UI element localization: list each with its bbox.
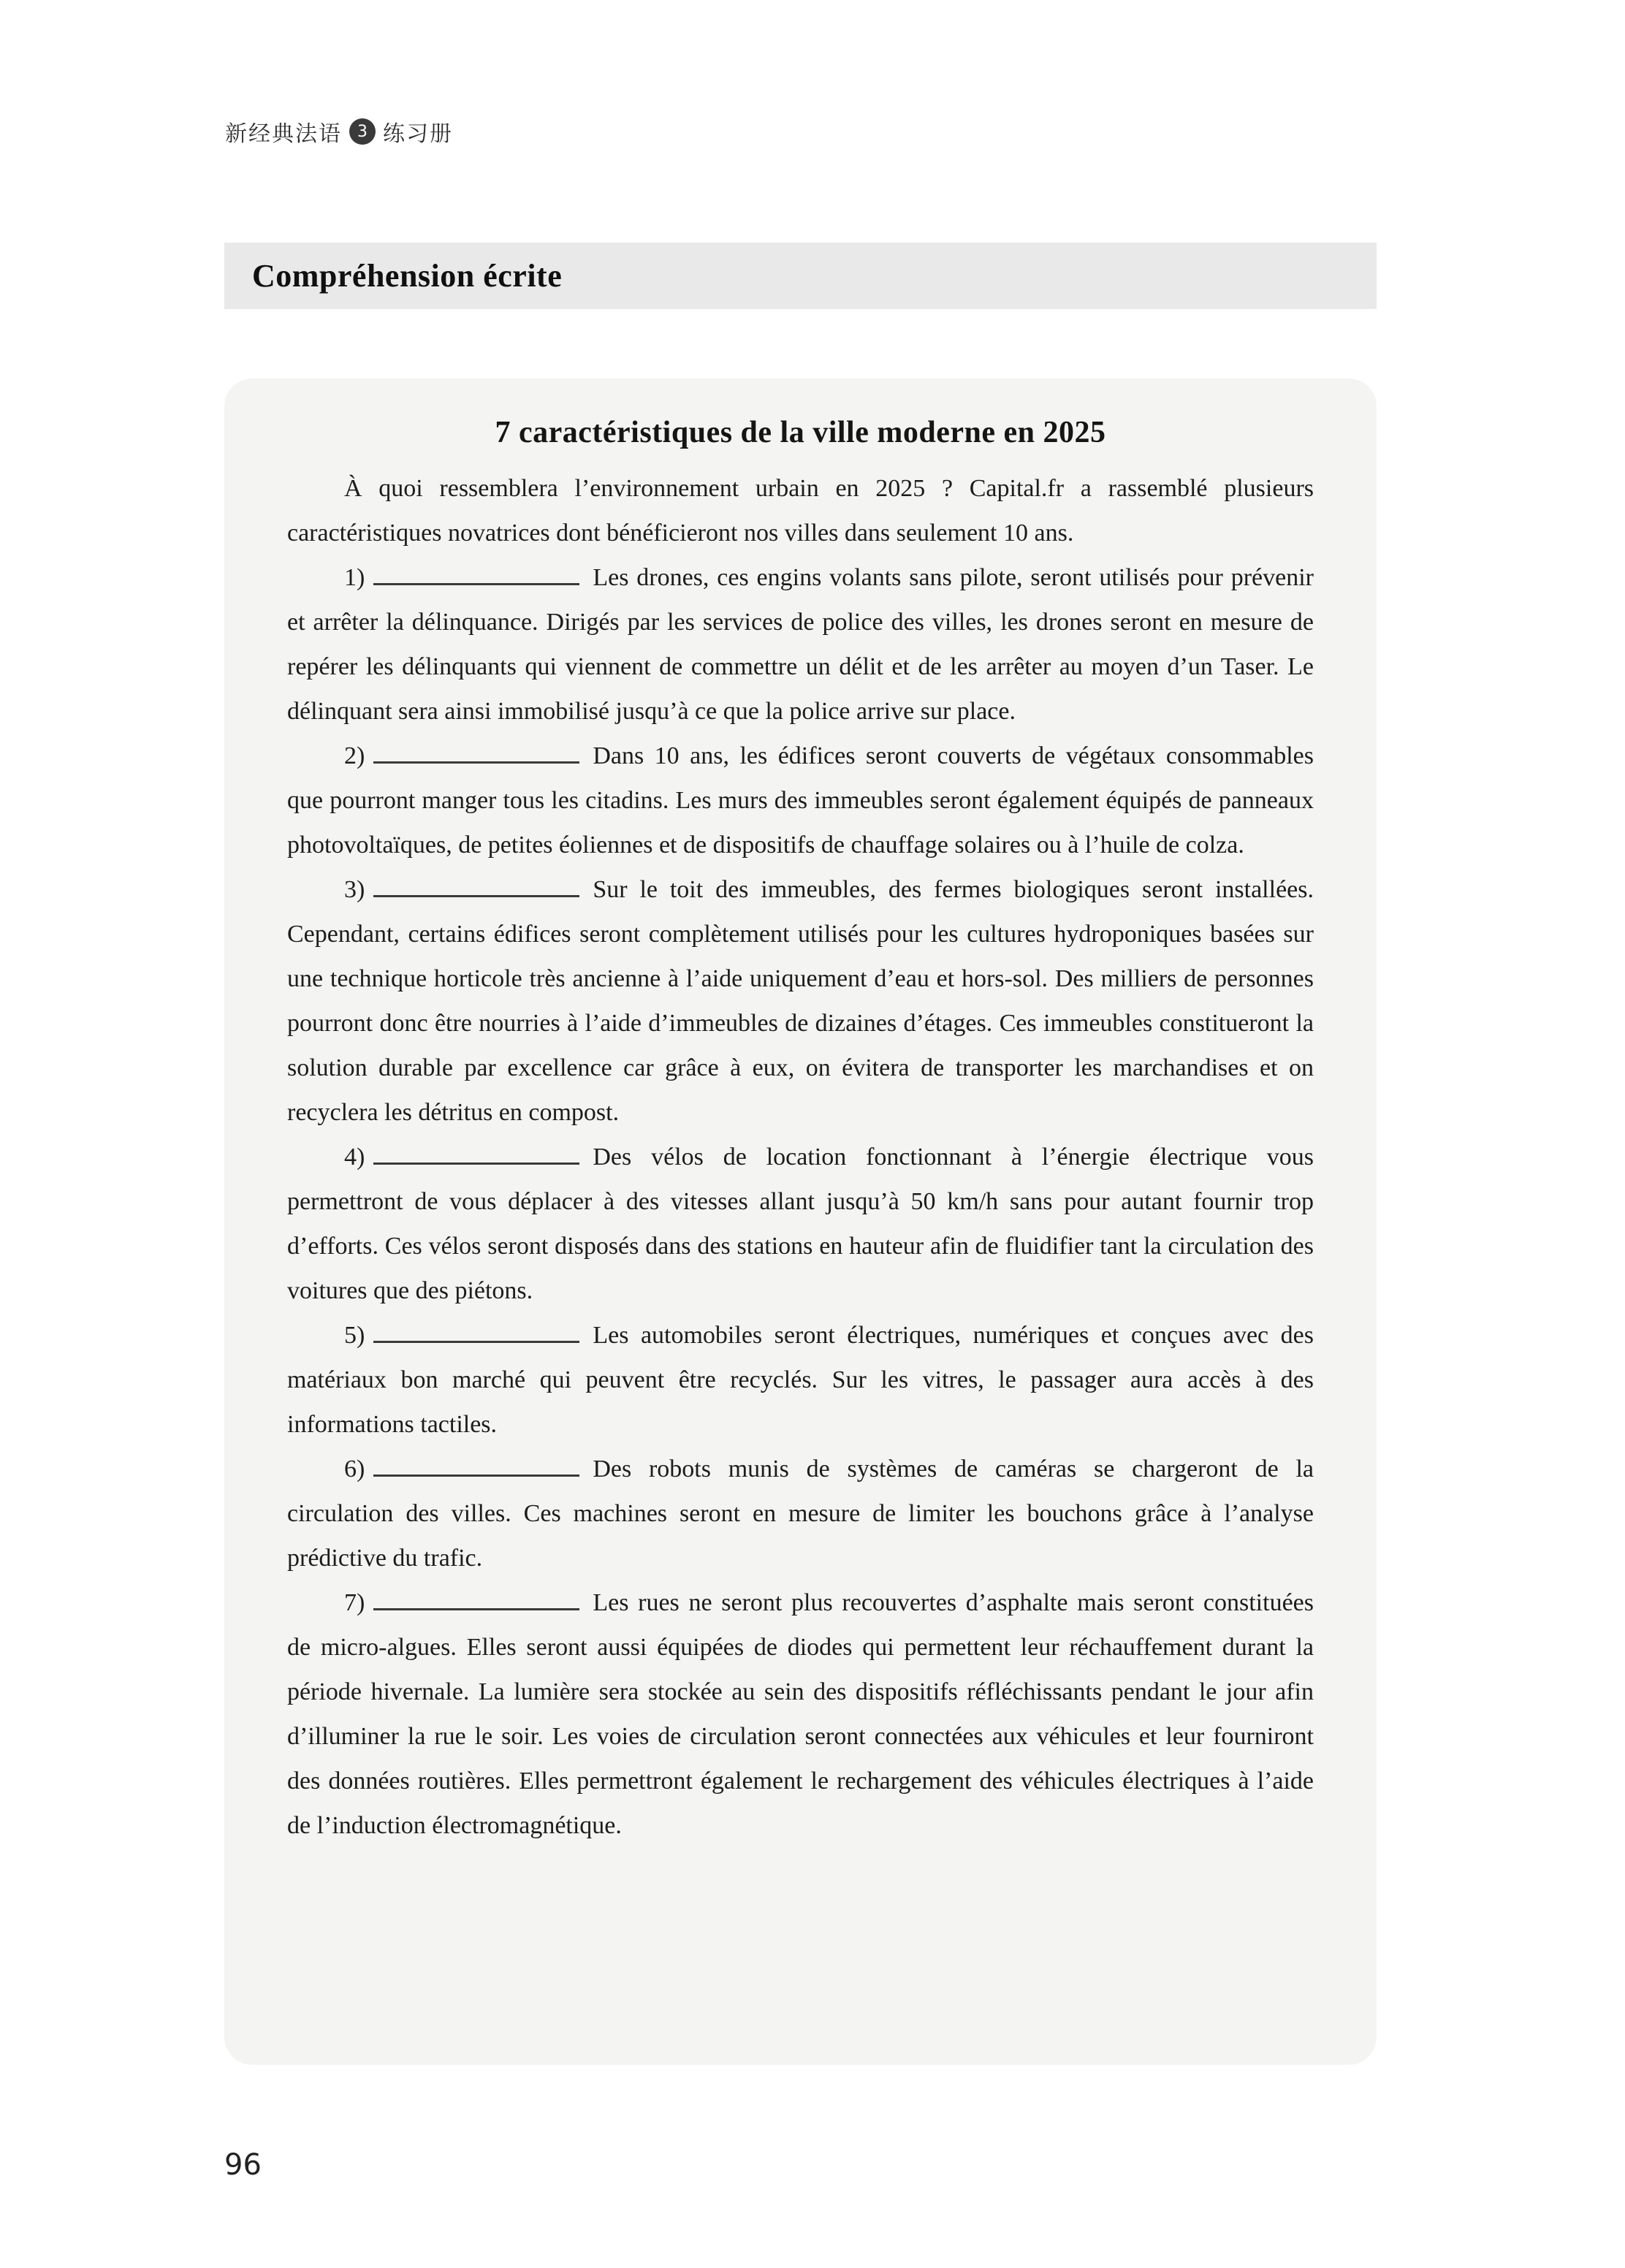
intro-paragraph: À quoi ressemblera l’environnement urbain en 2025 ? Capital.fr a rassemblé plusieurs caractéristiques novatrices dont bénéficieront nos villes dans seulement 10 ans. (287, 475, 1314, 547)
item-number: 4) (344, 1143, 365, 1171)
item-text: Les automobiles seront électriques, numériques et conçues avec des matériaux bon marché qui peuvent être recyclés. Sur les vitres, le passager aura accès à des informations tactiles. (287, 1322, 1314, 1438)
section-header-bar (224, 243, 1377, 309)
reading-item (287, 734, 1314, 867)
item-number: 6) (344, 1455, 365, 1483)
fill-in-blank (373, 1159, 579, 1165)
item-text: Des vélos de location fonctionnant à l’énergie électrique vous permettront de vous déplacer à des vitesses allant jusqu’à 50 km/h sans pour autant fournir trop d’efforts. Ces vélos seront disposés dans des stations en hauteur afin de fluidifier tant la circulation des voitures que des piétons. (287, 1143, 1314, 1304)
fill-in-blank (373, 758, 579, 764)
item-text: Les rues ne seront plus recouvertes d’asphalte mais seront constituées de micro-algues. Elles seront aussi équipées de diodes qui permettent leur réchauffement durant la période hivernale. La lumière sera stockée au sein des dispositifs réfléchissants pendant le jour afin d’illuminer la rue le soir. Les voies de circulation seront connectées aux véhicules et leur fourniront des données routières. Elles permettront également le rechargement des véhicules électriques à l’aide de l’induction électromagnétique. (287, 1589, 1314, 1839)
fill-in-blank (373, 579, 579, 585)
item-text: Dans 10 ans, les édifices seront couverts de végétaux consommables que pourront manger tous les citadins. Les murs des immeubles seront également équipés de panneaux photovoltaïques, de petites éoliennes et de dispositifs de chauffage solaires ou à l’huile de colza. (287, 742, 1314, 859)
reading-item (287, 1580, 1314, 1848)
volume-badge: 3 (349, 118, 376, 145)
reading-item (287, 867, 1314, 1135)
fill-in-blank (373, 891, 579, 897)
reading-item (287, 1447, 1314, 1580)
fill-in-blank (373, 1605, 579, 1610)
book-type: 练习册 (383, 121, 453, 147)
item-number: 2) (344, 742, 365, 769)
series-title: 新经典法语 (225, 121, 342, 147)
running-head (225, 115, 453, 148)
item-text: Les drones, ces engins volants sans pilote, seront utilisés pour prévenir et arrêter la délinquance. Dirigés par les services de police des villes, les drones seront en mesure de repérer les délinquants qui viennent de commettre un délit et de les arrêter au moyen d’un Taser. Le délinquant sera ainsi immobilisé jusqu’à ce que la police arrive sur place. (287, 564, 1314, 725)
fill-in-blank (373, 1337, 579, 1343)
item-number: 1) (344, 564, 365, 591)
item-number: 3) (344, 876, 365, 903)
item-text: Des robots munis de systèmes de caméras se chargeront de la circulation des villes. Ces machines seront en mesure de limiter les bouchons grâce à l’analyse prédictive du trafic. (287, 1455, 1314, 1572)
section-title: Compréhension écrite (252, 258, 563, 294)
panel-title: 7 caractéristiques de la ville moderne en 2025 (495, 416, 1106, 449)
reading-panel (224, 378, 1377, 2065)
item-number: 7) (344, 1589, 365, 1616)
reading-item (287, 555, 1314, 734)
page-number: 96 (224, 2148, 262, 2182)
item-number: 5) (344, 1322, 365, 1349)
fill-in-blank (373, 1471, 579, 1477)
reading-item (287, 1313, 1314, 1447)
items-container (287, 555, 1314, 1848)
reading-item (287, 1135, 1314, 1313)
item-text: Sur le toit des immeubles, des fermes biologiques seront installées. Cependant, certains édifices seront complètement utilisés pour les cultures hydroponiques basées sur une technique horticole très ancienne à l’aide uniquement d’eau et hors-sol. Des milliers de personnes pourront donc être nourries à l’aide d’immeubles de dizaines d’étages. Ces immeubles constitueront la solution durable par excellence car grâce à eux, on évitera de transporter les marchandises et on recyclera les détritus en compost. (287, 876, 1314, 1126)
